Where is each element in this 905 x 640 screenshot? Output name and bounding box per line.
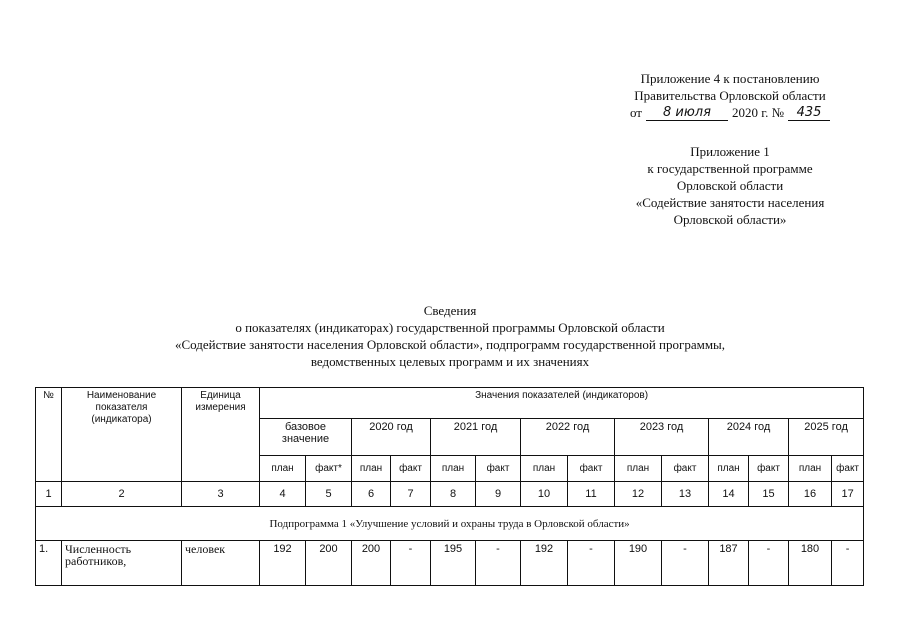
subprogram-row	[36, 507, 864, 541]
row-value-2022-fact: -	[568, 541, 615, 586]
col-header-plan: план	[615, 456, 662, 482]
col-header-year-2025: 2025 год	[789, 419, 864, 456]
row-value-base-fact: 200	[306, 541, 352, 586]
document-heading	[80, 302, 820, 370]
column-number: 4	[260, 482, 306, 507]
column-number: 2	[62, 482, 182, 507]
row-number: 1.	[36, 541, 62, 586]
column-number: 14	[709, 482, 749, 507]
row-value-2023-fact: -	[662, 541, 709, 586]
row-value-2024-plan: 187	[709, 541, 749, 586]
column-number: 5	[306, 482, 352, 507]
col-header-number: №	[36, 388, 62, 482]
annex-program-line3: Орловской области	[676, 178, 784, 193]
row-value-2025-plan: 180	[789, 541, 832, 586]
col-header-fact: факт	[568, 456, 615, 482]
col-header-year-2021: 2021 год	[431, 419, 521, 456]
row-value-2020-plan: 200	[352, 541, 391, 586]
column-number-row	[36, 482, 864, 507]
handwritten-date: 8 июля	[646, 106, 728, 121]
table-row	[36, 541, 864, 586]
row-value-2025-fact: -	[832, 541, 864, 586]
column-number: 16	[789, 482, 832, 507]
col-header-fact: факт	[476, 456, 521, 482]
column-number: 15	[749, 482, 789, 507]
col-header-plan: план	[709, 456, 749, 482]
annex-program-block	[600, 143, 860, 228]
annex-program-line5: Орловской области»	[673, 212, 787, 227]
row-value-2022-plan: 192	[521, 541, 568, 586]
col-header-fact: факт	[832, 456, 864, 482]
col-header-fact: факт	[391, 456, 431, 482]
col-header-year-2020: 2020 год	[352, 419, 431, 456]
col-header-fact-star: факт*	[306, 456, 352, 482]
row-value-2020-fact: -	[391, 541, 431, 586]
indicators-table	[35, 387, 864, 586]
annex-resolution-line2: Правительства Орловской области	[634, 88, 826, 103]
column-number: 7	[391, 482, 431, 507]
col-header-name: Наименование показателя (индикатора)	[62, 388, 182, 482]
col-header-year-2024: 2024 год	[709, 419, 789, 456]
annex-program-line4: «Содействие занятости населения	[635, 195, 825, 210]
column-number: 1	[36, 482, 62, 507]
row-value-2021-fact: -	[476, 541, 521, 586]
heading-line3: «Содействие занятости населения Орловской области», подпрограмм государственной программы,	[174, 337, 726, 352]
column-number: 8	[431, 482, 476, 507]
resolution-date-line	[600, 104, 860, 121]
row-value-2024-fact: -	[749, 541, 789, 586]
heading-title: Сведения	[423, 303, 477, 318]
year-number-label: 2020 г. №	[731, 105, 785, 120]
row-indicator-name: Численность работников,	[62, 541, 182, 586]
col-header-plan: план	[521, 456, 568, 482]
col-header-fact: факт	[662, 456, 709, 482]
handwritten-number: 435	[788, 106, 830, 121]
row-value-2023-plan: 190	[615, 541, 662, 586]
column-number: 6	[352, 482, 391, 507]
col-header-values: Значения показателей (индикаторов)	[260, 388, 864, 419]
col-header-base: базовое значение	[260, 419, 352, 456]
column-number: 10	[521, 482, 568, 507]
header-row-1	[36, 388, 864, 419]
annex-program-line2: к государственной программе	[647, 161, 813, 176]
heading-line2: о показателях (индикаторах) государственной программы Орловской области	[235, 320, 665, 335]
annex-resolution-block	[600, 70, 860, 121]
column-number: 3	[182, 482, 260, 507]
subprogram-title: Подпрограмма 1 «Улучшение условий и охраны труда в Орловской области»	[36, 507, 864, 541]
row-value-2021-plan: 195	[431, 541, 476, 586]
annex-program-line1: Приложение 1	[690, 144, 770, 159]
column-number: 9	[476, 482, 521, 507]
col-header-fact: факт	[749, 456, 789, 482]
col-header-year-2023: 2023 год	[615, 419, 709, 456]
heading-line4: ведомственных целевых программ и их значениях	[310, 354, 590, 369]
annex-resolution-line1: Приложение 4 к постановлению	[640, 71, 820, 86]
column-number: 11	[568, 482, 615, 507]
column-number: 13	[662, 482, 709, 507]
col-header-plan: план	[260, 456, 306, 482]
from-label: от	[629, 105, 642, 120]
col-header-unit: Единица измерения	[182, 388, 260, 482]
row-value-base-plan: 192	[260, 541, 306, 586]
col-header-plan: план	[352, 456, 391, 482]
col-header-plan: план	[431, 456, 476, 482]
col-header-year-2022: 2022 год	[521, 419, 615, 456]
row-unit: человек	[182, 541, 260, 586]
col-header-plan: план	[789, 456, 832, 482]
column-number: 17	[832, 482, 864, 507]
column-number: 12	[615, 482, 662, 507]
